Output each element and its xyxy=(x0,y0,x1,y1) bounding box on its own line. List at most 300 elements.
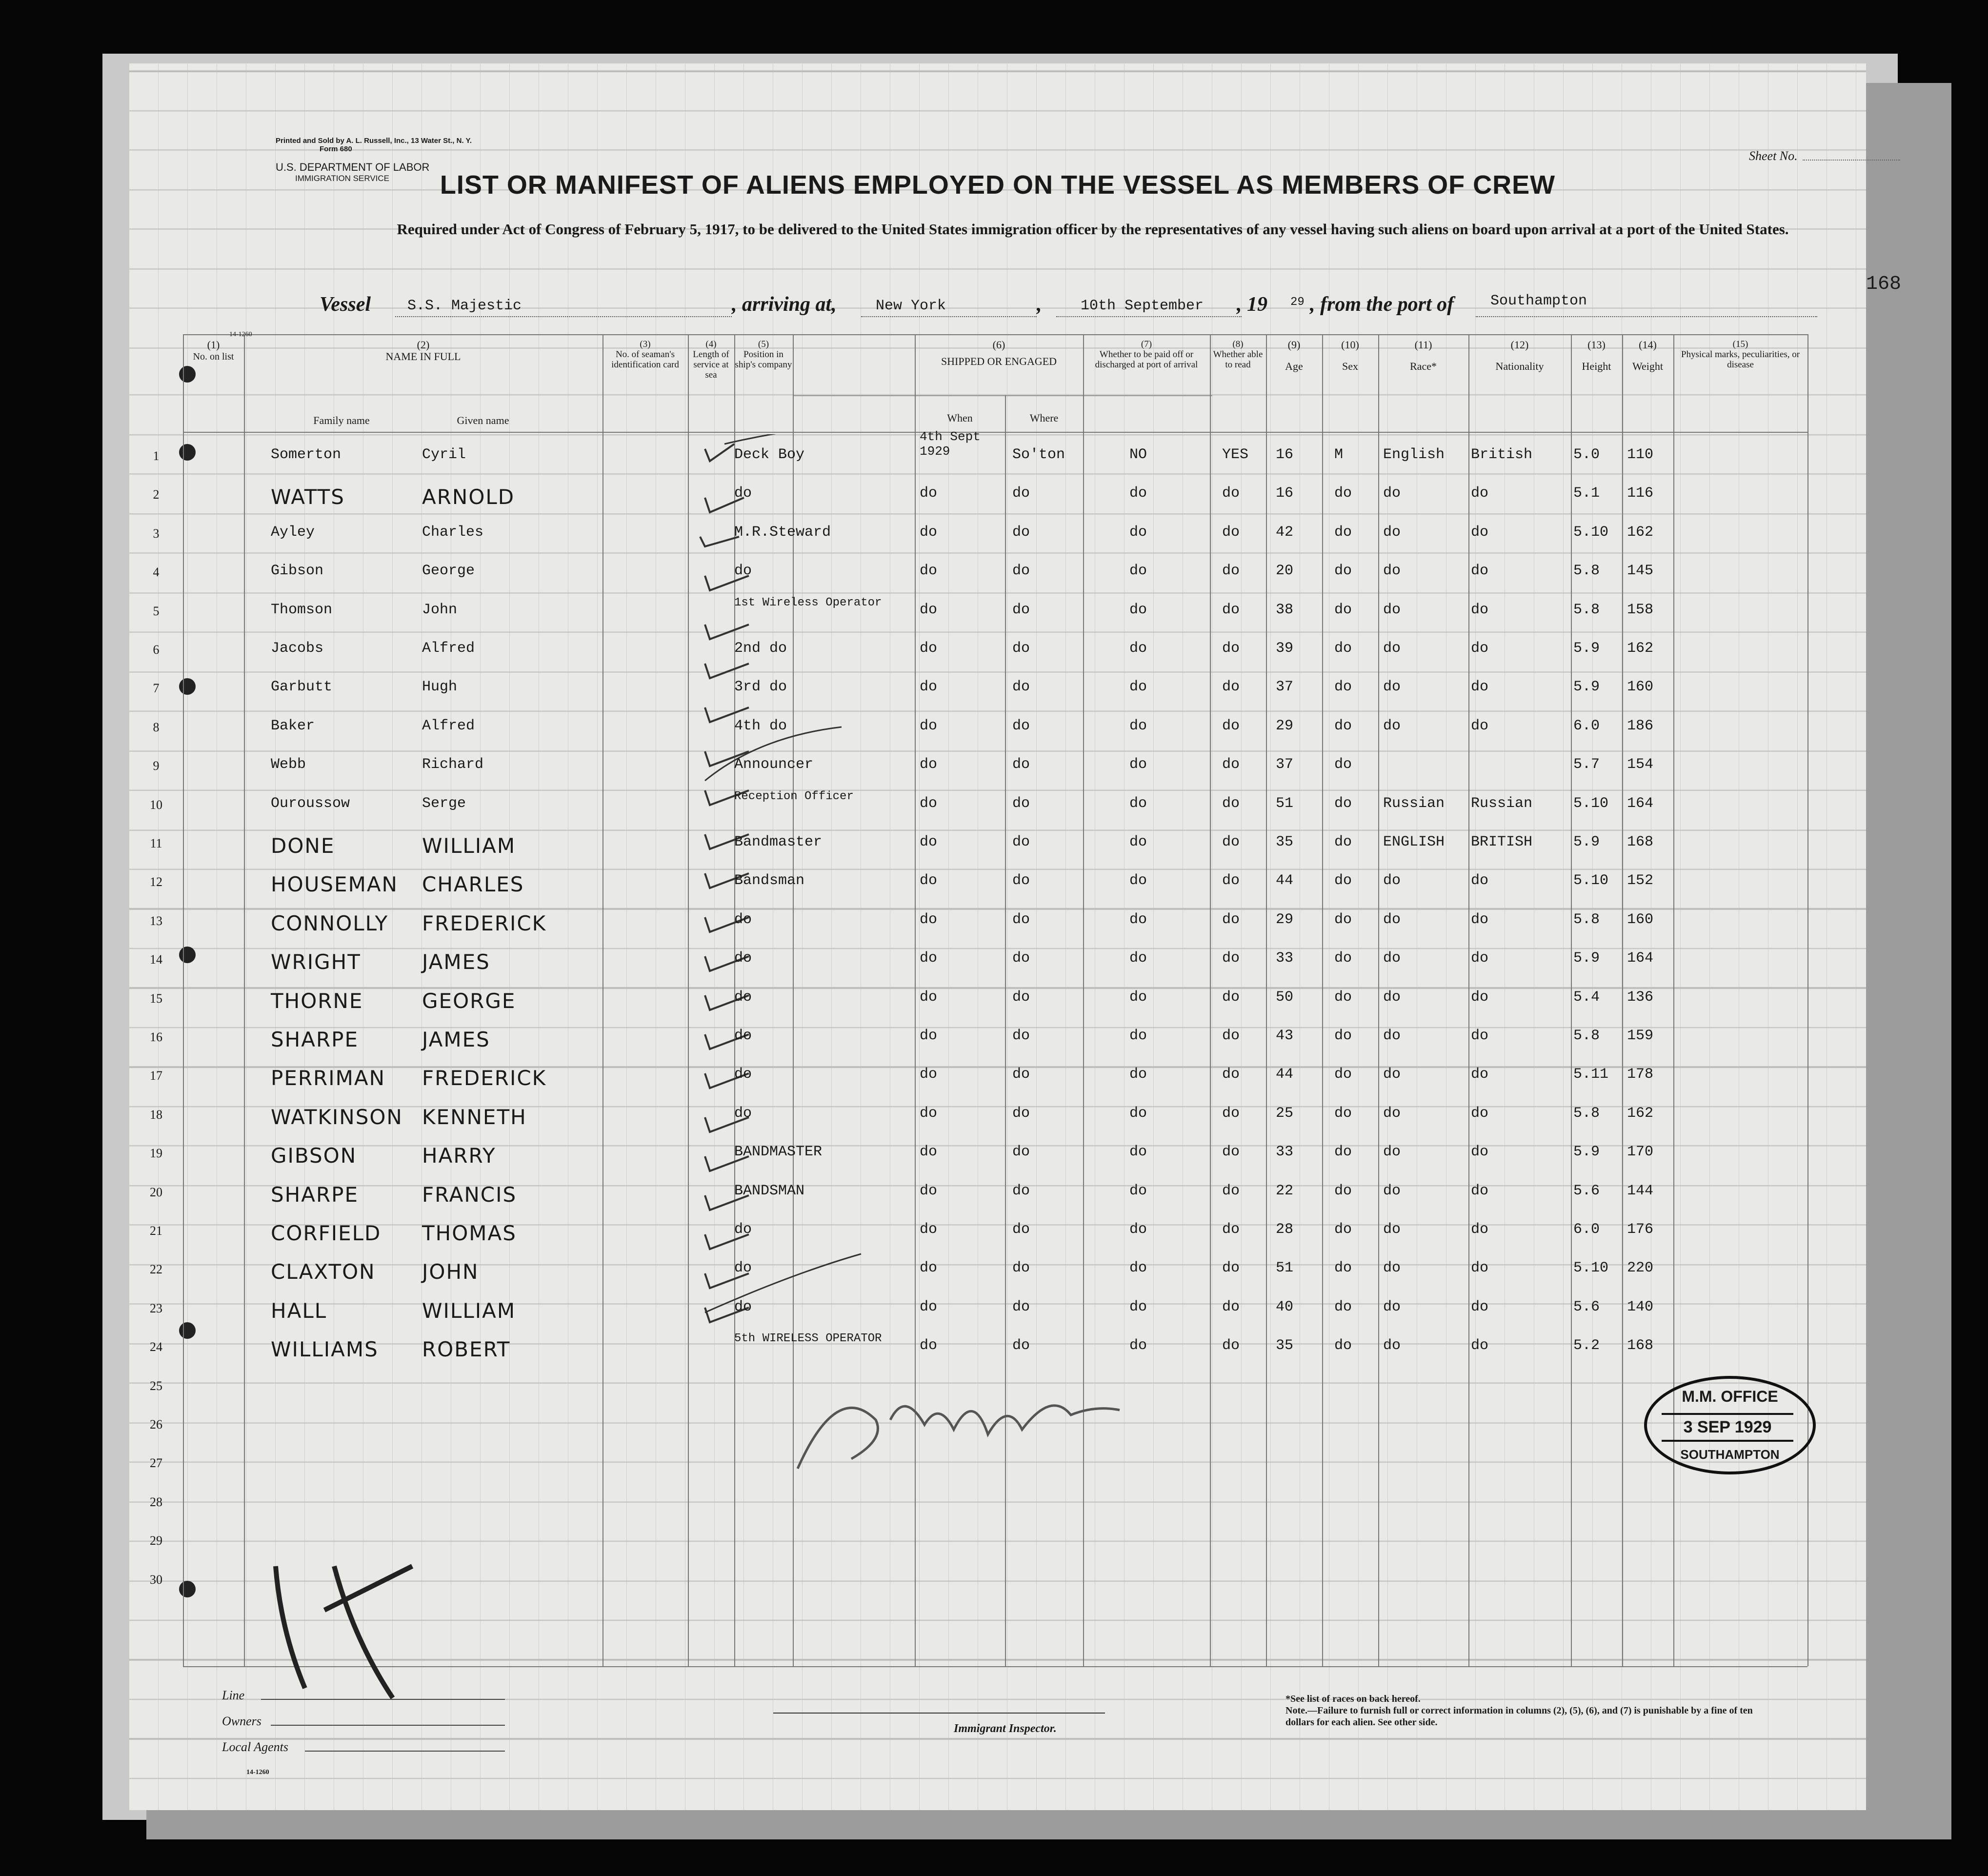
cell-sex: do xyxy=(1334,911,1352,928)
cell-family: HOUSEMAN xyxy=(271,872,398,897)
cell-family: THORNE xyxy=(271,988,363,1013)
row-number: 11 xyxy=(150,836,162,850)
cell-sex: do xyxy=(1334,756,1352,773)
cell-weight: 162 xyxy=(1627,1105,1654,1122)
cell-race: ENGLISH xyxy=(1383,834,1445,850)
col-rule xyxy=(244,334,245,1666)
cell-where: do xyxy=(1012,1260,1030,1277)
cell-read: do xyxy=(1222,1144,1240,1161)
margin-mark xyxy=(246,1552,422,1708)
cell-height: 5.8 xyxy=(1573,563,1600,580)
cell-where: do xyxy=(1012,756,1030,773)
cell-read: do xyxy=(1222,485,1240,502)
cell-weight: 168 xyxy=(1627,834,1654,850)
cell-position: do xyxy=(734,988,752,1006)
cell-paid: do xyxy=(1129,950,1147,967)
col4-header: (4) Length of service at sea xyxy=(693,339,729,380)
vessel-line xyxy=(320,293,371,316)
col-rule xyxy=(1571,334,1572,1666)
penalty-note: Note.—Failure to furnish full or correct information in columns (2), (5), (6), and (7) is punishable by a fine of ten dollars for each alien. See other side. xyxy=(1285,1705,1753,1728)
signature-text xyxy=(885,1395,887,1396)
cell-height: 5.10 xyxy=(1573,1260,1609,1277)
cell-when: do xyxy=(920,795,938,812)
cell-sex: do xyxy=(1334,563,1352,580)
cell-given: FREDERICK xyxy=(422,911,547,935)
stamp-date: 3 SEP 1929 xyxy=(1662,1413,1793,1442)
cell-read: do xyxy=(1222,563,1240,580)
check-marks xyxy=(588,434,949,1361)
table-bottom-rule xyxy=(183,1666,1807,1667)
row-number: 23 xyxy=(150,1301,162,1315)
cell-height: 5.0 xyxy=(1573,446,1600,463)
cell-race: do xyxy=(1383,1028,1401,1044)
cell-height: 5.11 xyxy=(1573,1066,1609,1083)
cell-where: do xyxy=(1012,1182,1030,1199)
cell-weight: 176 xyxy=(1627,1221,1654,1238)
cell-given: JOHN xyxy=(422,1260,479,1284)
sheet-number-label: Sheet No. xyxy=(1749,149,1798,163)
year-suffix: 29 xyxy=(1290,296,1305,309)
cell-age: 38 xyxy=(1276,601,1294,618)
cell-where: do xyxy=(1012,485,1030,502)
cell-height: 6.0 xyxy=(1573,1221,1600,1238)
cell-sex: do xyxy=(1334,1144,1352,1161)
cell-paid: do xyxy=(1129,563,1147,580)
cell-age: 51 xyxy=(1276,1260,1294,1277)
cell-race: do xyxy=(1383,1260,1401,1277)
cell-read: do xyxy=(1222,1066,1240,1083)
cell-family: WATTS xyxy=(271,485,345,509)
cell-age: 51 xyxy=(1276,795,1294,812)
cell-paid: do xyxy=(1129,834,1147,850)
cell-when: do xyxy=(920,950,938,967)
cell-height: 5.9 xyxy=(1573,950,1600,967)
cell-family: SHARPE xyxy=(271,1028,359,1051)
cell-when: do xyxy=(920,679,938,696)
cell-given: Richard xyxy=(422,756,484,773)
arrival-date: 10th September xyxy=(1081,298,1204,314)
cell-weight: 168 xyxy=(1627,1337,1654,1354)
cell-height: 5.9 xyxy=(1573,1144,1600,1161)
line-field xyxy=(261,1699,505,1700)
cell-paid: do xyxy=(1129,1260,1147,1277)
cell-weight: 136 xyxy=(1627,988,1654,1006)
cell-given: KENNETH xyxy=(422,1105,527,1129)
cell-sex: do xyxy=(1334,485,1352,502)
cell-where: So'ton xyxy=(1012,446,1065,463)
cell-nat: do xyxy=(1471,1260,1489,1277)
cell-family: Ayley xyxy=(271,524,315,541)
cell-race: do xyxy=(1383,1066,1401,1083)
cell-given: George xyxy=(422,563,475,580)
cell-race: do xyxy=(1383,988,1401,1006)
cell-when: do xyxy=(920,1337,938,1354)
col-rule xyxy=(1622,334,1623,1666)
cell-weight: 140 xyxy=(1627,1298,1654,1315)
footer-notes xyxy=(1285,1693,1783,1728)
cell-where: do xyxy=(1012,563,1030,580)
cell-race: do xyxy=(1383,1337,1401,1354)
cell-paid: NO xyxy=(1129,446,1147,463)
cell-family: Garbutt xyxy=(271,679,333,696)
cell-when: do xyxy=(920,640,938,657)
line-label: Line xyxy=(222,1688,245,1702)
cell-sex: do xyxy=(1334,1298,1352,1315)
cell-read: do xyxy=(1222,756,1240,773)
col-rule xyxy=(1378,334,1379,1666)
cell-race: do xyxy=(1383,950,1401,967)
cell-where: do xyxy=(1012,795,1030,812)
cell-when: do xyxy=(920,717,938,734)
cell-when: do xyxy=(920,524,938,541)
cell-height: 5.9 xyxy=(1573,679,1600,696)
cell-weight: 159 xyxy=(1627,1028,1654,1044)
cell-where: do xyxy=(1012,1105,1030,1122)
cell-position: do xyxy=(734,1260,752,1277)
col1-header: (1) No. on list xyxy=(193,339,234,362)
cell-weight: 116 xyxy=(1627,485,1654,502)
cell-race: do xyxy=(1383,1182,1401,1199)
cell-height: 5.4 xyxy=(1573,988,1600,1006)
cell-sex: do xyxy=(1334,795,1352,812)
cell-where: do xyxy=(1012,1028,1030,1044)
from-underline xyxy=(1476,316,1817,317)
page-number: 168 xyxy=(1866,273,1902,295)
cell-nat: do xyxy=(1471,1066,1489,1083)
cell-height: 5.9 xyxy=(1573,834,1600,850)
cell-given: WILLIAM xyxy=(422,1298,516,1323)
cell-age: 37 xyxy=(1276,756,1294,773)
cell-nat: do xyxy=(1471,1298,1489,1315)
cell-when: do xyxy=(920,1182,938,1199)
row-number: 26 xyxy=(150,1417,162,1432)
cell-sex: do xyxy=(1334,1028,1352,1044)
cell-nat: do xyxy=(1471,524,1489,541)
col-rule xyxy=(1322,334,1323,1666)
document-subtitle: Required under Act of Congress of February 5, 1917, to be delivered to the United States immigration officer by the representatives of any vessel having such aliens on board upon arrival at a port of the United States. xyxy=(397,221,1789,238)
cell-age: 22 xyxy=(1276,1182,1294,1199)
cell-paid: do xyxy=(1129,1028,1147,1044)
cell-read: YES xyxy=(1222,446,1249,463)
cell-when: do xyxy=(920,1028,938,1044)
col10-header: (10) Sex xyxy=(1341,339,1359,372)
col2-header: (2) NAME IN FULL xyxy=(385,339,461,363)
cell-age: 20 xyxy=(1276,563,1294,580)
row-number: 6 xyxy=(153,643,160,657)
port-underline xyxy=(861,316,1037,317)
row-number: 22 xyxy=(150,1262,162,1277)
cell-height: 5.10 xyxy=(1573,524,1609,541)
footer-form-code: 14-1260 xyxy=(246,1769,269,1776)
cell-weight: 164 xyxy=(1627,795,1654,812)
owners-label: Owners xyxy=(222,1714,261,1728)
stamp-bottom-text: SOUTHAMPTON xyxy=(1680,1447,1780,1462)
row-number: 12 xyxy=(150,875,162,889)
cell-weight: 170 xyxy=(1627,1144,1654,1161)
cell-height: 5.6 xyxy=(1573,1298,1600,1315)
arrival-port: New York xyxy=(876,298,946,314)
cell-position: do xyxy=(734,563,752,580)
cell-given: JAMES xyxy=(422,1028,490,1051)
cell-when: do xyxy=(920,1298,938,1315)
cell-weight: 186 xyxy=(1627,717,1654,734)
cell-age: 37 xyxy=(1276,679,1294,696)
cell-nat: do xyxy=(1471,640,1489,657)
cell-given: John xyxy=(422,601,458,618)
cell-sex: do xyxy=(1334,524,1352,541)
cell-where: do xyxy=(1012,1221,1030,1238)
year-prefix: , 19 xyxy=(1237,293,1267,316)
cell-when: do xyxy=(920,834,938,850)
cell-given: Hugh xyxy=(422,679,458,696)
where-header: Where xyxy=(1029,412,1059,424)
cell-nat: do xyxy=(1471,1028,1489,1044)
cell-family: Jacobs xyxy=(271,640,324,657)
sheet-number-line xyxy=(1803,160,1900,161)
cell-age: 35 xyxy=(1276,834,1294,850)
cell-height: 5.1 xyxy=(1573,485,1600,502)
cell-position: 3rd do xyxy=(734,679,787,696)
cell-nat: do xyxy=(1471,563,1489,580)
row-number: 16 xyxy=(150,1030,162,1044)
col14-header: (14) Weight xyxy=(1632,339,1663,372)
agents-label: Local Agents xyxy=(222,1740,289,1754)
cell-sex: do xyxy=(1334,1066,1352,1083)
cell-weight: 164 xyxy=(1627,950,1654,967)
cell-read: do xyxy=(1222,524,1240,541)
cell-height: 5.2 xyxy=(1573,1337,1600,1354)
cell-sex: do xyxy=(1334,1221,1352,1238)
cell-family: Webb xyxy=(271,756,306,773)
cell-height: 5.7 xyxy=(1573,756,1600,773)
cell-read: do xyxy=(1222,717,1240,734)
cell-where: do xyxy=(1012,834,1030,850)
cell-position: do xyxy=(734,1028,752,1044)
row-number: 30 xyxy=(150,1572,162,1587)
cell-where: do xyxy=(1012,601,1030,618)
cell-paid: do xyxy=(1129,1182,1147,1199)
cell-read: do xyxy=(1222,601,1240,618)
cell-where: do xyxy=(1012,1337,1030,1354)
cell-age: 25 xyxy=(1276,1105,1294,1122)
cell-position: Reception Officer xyxy=(734,789,854,803)
manifest-sheet xyxy=(129,63,1902,1810)
cell-sex: do xyxy=(1334,1337,1352,1354)
cell-paid: do xyxy=(1129,1144,1147,1161)
inspector-signature-line xyxy=(773,1713,1105,1714)
cell-height: 5.8 xyxy=(1573,1028,1600,1044)
cell-nat: do xyxy=(1471,988,1489,1006)
cell-when: do xyxy=(920,988,938,1006)
cell-family: DONE xyxy=(271,834,335,858)
cell-where: do xyxy=(1012,1144,1030,1161)
vessel-underline xyxy=(395,316,732,317)
cell-position: 2nd do xyxy=(734,640,787,657)
row-number: 24 xyxy=(150,1340,162,1354)
service-name: IMMIGRATION SERVICE xyxy=(295,174,390,183)
cell-family: Gibson xyxy=(271,563,324,580)
cell-when: do xyxy=(920,601,938,618)
cell-weight: 152 xyxy=(1627,872,1654,889)
row-number: 27 xyxy=(150,1456,162,1471)
cell-nat: do xyxy=(1471,1144,1489,1161)
printer-credit: Printed and Sold by A. L. Russell, Inc., 13 Water St., N. Y. Form 680 xyxy=(276,137,472,153)
cell-given: WILLIAM xyxy=(422,834,516,858)
stamp-top-text: M.M. OFFICE xyxy=(1682,1388,1778,1405)
cell-position: Bandmaster xyxy=(734,834,823,850)
col-rule xyxy=(1210,334,1211,1666)
row-number: 7 xyxy=(153,681,160,696)
row-number: 9 xyxy=(153,759,160,773)
row-number: 19 xyxy=(150,1146,162,1161)
cell-given: FREDERICK xyxy=(422,1066,547,1090)
cell-height: 5.10 xyxy=(1573,872,1609,889)
cell-read: do xyxy=(1222,911,1240,928)
cell-given: JAMES xyxy=(422,950,490,974)
cell-weight: 162 xyxy=(1627,640,1654,657)
cell-paid: do xyxy=(1129,795,1147,812)
cell-given: CHARLES xyxy=(422,872,524,897)
cell-family: CORFIELD xyxy=(271,1221,382,1245)
cell-position: 5th WIRELESS OPERATOR xyxy=(734,1332,882,1346)
office-stamp xyxy=(1644,1376,1816,1474)
cell-read: do xyxy=(1222,872,1240,889)
cell-where: do xyxy=(1012,950,1030,967)
cell-family: Somerton xyxy=(271,446,341,463)
cell-when: do xyxy=(920,485,938,502)
cell-given: Charles xyxy=(422,524,484,541)
cell-read: do xyxy=(1222,679,1240,696)
cell-read: do xyxy=(1222,1028,1240,1044)
cell-given: Alfred xyxy=(422,717,475,734)
punch-hole xyxy=(179,366,196,383)
row-number: 5 xyxy=(153,604,160,618)
cell-nat: BRITISH xyxy=(1471,834,1533,850)
cell-position: BANDMASTER xyxy=(734,1144,823,1161)
cell-position: BANDSMAN xyxy=(734,1182,805,1199)
cell-read: do xyxy=(1222,1260,1240,1277)
cell-age: 44 xyxy=(1276,1066,1294,1083)
cell-position: do xyxy=(734,950,752,967)
cell-given: ARNOLD xyxy=(422,485,515,509)
cell-when: do xyxy=(920,563,938,580)
cell-paid: do xyxy=(1129,1221,1147,1238)
cell-nat: do xyxy=(1471,601,1489,618)
cell-read: do xyxy=(1222,834,1240,850)
cell-paid: do xyxy=(1129,756,1147,773)
cell-nat: do xyxy=(1471,1105,1489,1122)
cell-where: do xyxy=(1012,1298,1030,1315)
cell-where: do xyxy=(1012,1066,1030,1083)
cell-age: 44 xyxy=(1276,872,1294,889)
cell-read: do xyxy=(1222,950,1240,967)
cell-age: 40 xyxy=(1276,1298,1294,1315)
cell-age: 33 xyxy=(1276,950,1294,967)
cell-age: 29 xyxy=(1276,911,1294,928)
cell-given: GEORGE xyxy=(422,988,516,1013)
cell-paid: do xyxy=(1129,524,1147,541)
cell-position: do xyxy=(734,1066,752,1083)
cell-when: do xyxy=(920,911,938,928)
col12-header: (12) Nationality xyxy=(1495,339,1544,372)
col5-header: (5) Position in ship's company xyxy=(735,339,792,370)
cell-position: 4th do xyxy=(734,717,787,734)
given-name-header: Given name xyxy=(457,414,509,426)
cell-sex: do xyxy=(1334,988,1352,1006)
cell-race: do xyxy=(1383,601,1401,618)
races-note: *See list of races on back hereof. xyxy=(1285,1694,1421,1704)
cell-weight: 110 xyxy=(1627,446,1654,463)
cell-position: Announcer xyxy=(734,756,814,773)
row-number: 29 xyxy=(150,1533,162,1548)
agents-field xyxy=(305,1751,505,1752)
cell-family: WILLIAMS xyxy=(271,1337,379,1362)
cell-when: do xyxy=(920,1260,938,1277)
cell-nat: do xyxy=(1471,872,1489,889)
row-number: 15 xyxy=(150,991,162,1006)
cell-position: M.R.Steward xyxy=(734,524,831,541)
row-number: 28 xyxy=(150,1494,162,1509)
cell-height: 5.6 xyxy=(1573,1182,1600,1199)
cell-when: do xyxy=(920,1144,938,1161)
cell-where: do xyxy=(1012,988,1030,1006)
cell-position: do xyxy=(734,1298,752,1315)
cell-read: do xyxy=(1222,988,1240,1006)
cell-given: Alfred xyxy=(422,640,475,657)
cell-position: do xyxy=(734,1105,752,1122)
cell-race: do xyxy=(1383,524,1401,541)
cell-age: 50 xyxy=(1276,988,1294,1006)
cell-weight: 220 xyxy=(1627,1260,1654,1277)
cell-family: HALL xyxy=(271,1298,327,1323)
cell-read: do xyxy=(1222,1182,1240,1199)
cell-read: do xyxy=(1222,1337,1240,1354)
family-name-header: Family name xyxy=(313,414,370,426)
cell-position: do xyxy=(734,911,752,928)
cell-when: do xyxy=(920,872,938,889)
col-rule xyxy=(1266,334,1267,1666)
row-number: 25 xyxy=(150,1378,162,1393)
cell-where: do xyxy=(1012,640,1030,657)
row-number: 14 xyxy=(150,952,162,967)
col-rule xyxy=(1673,334,1674,1666)
cell-read: do xyxy=(1222,795,1240,812)
cell-where: do xyxy=(1012,717,1030,734)
cell-age: 16 xyxy=(1276,485,1294,502)
cell-height: 6.0 xyxy=(1573,717,1600,734)
col-rule xyxy=(1807,334,1808,1666)
cell-paid: do xyxy=(1129,1337,1147,1354)
cell-age: 29 xyxy=(1276,717,1294,734)
cell-weight: 160 xyxy=(1627,911,1654,928)
cell-paid: do xyxy=(1129,717,1147,734)
cell-position: Deck Boy xyxy=(734,446,805,463)
cell-family: SHARPE xyxy=(271,1182,359,1207)
comma: , xyxy=(1037,293,1042,316)
cell-position: Bandsman xyxy=(734,872,805,889)
cell-age: 28 xyxy=(1276,1221,1294,1238)
cell-read: do xyxy=(1222,1105,1240,1122)
col11-header: (11) Race* xyxy=(1410,339,1437,372)
inspector-label: Immigrant Inspector. xyxy=(954,1722,1057,1735)
row-number: 3 xyxy=(153,526,160,541)
col9-header: (9) Age xyxy=(1285,339,1303,372)
cell-family: CONNOLLY xyxy=(271,911,389,935)
cell-age: 35 xyxy=(1276,1337,1294,1354)
cell-nat: do xyxy=(1471,1337,1489,1354)
cell-family: CLAXTON xyxy=(271,1260,376,1284)
cell-weight: 144 xyxy=(1627,1182,1654,1199)
